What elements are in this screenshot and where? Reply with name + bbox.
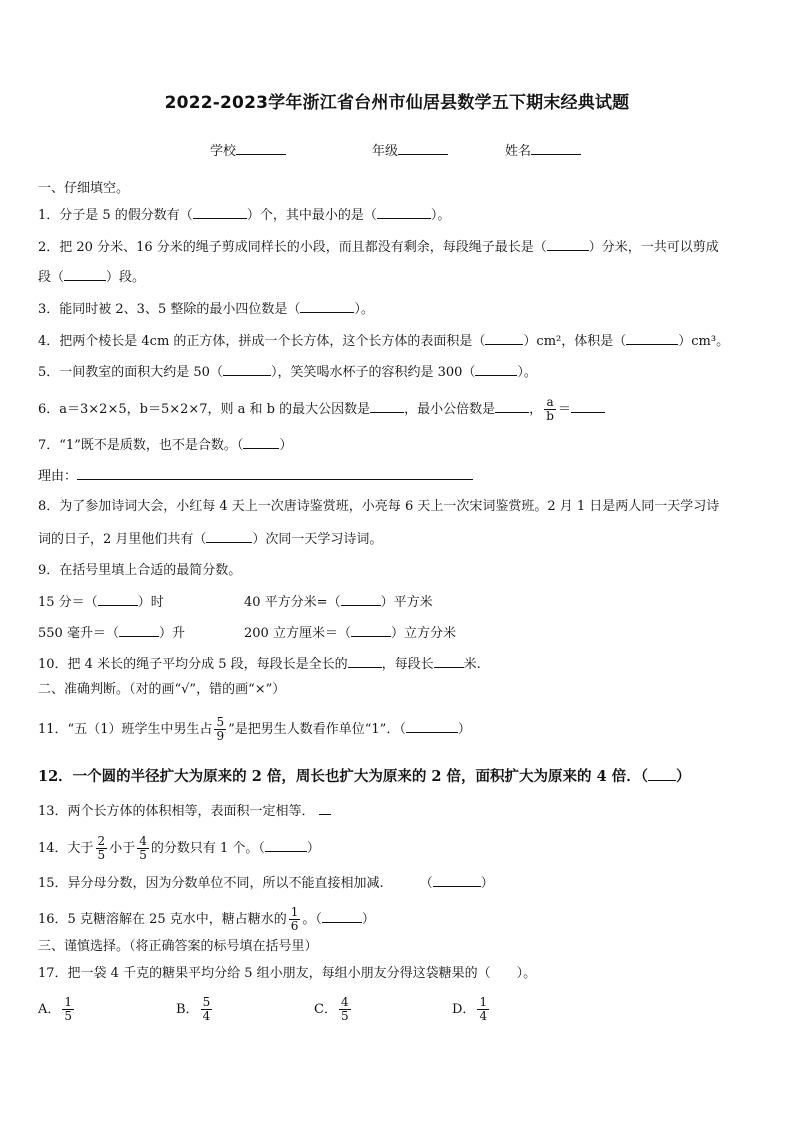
question-1: 1．分子是 5 的假分数有（ ）个，其中最小的是（ ）。 (38, 208, 451, 223)
question-9-row2: 550 毫升＝（ ）升 200 立方厘米＝（ ）立方分米 (38, 626, 456, 641)
question-8-cont: 词的日子，2 月里他们共有（ ）次同一天学习诗词。 (38, 532, 383, 547)
answer-blank[interactable] (433, 874, 481, 887)
fraction: $\frac{a}{b}$ (546, 395, 554, 423)
question-8: 8．为了参加诗词大会，小红每 4 天上一次唐诗鉴赏班，小亮每 6 天上一次宋词鉴赏班。2 月 1 日是两人同一天学习诗 (38, 499, 720, 514)
grade-field[interactable] (372, 140, 448, 159)
question-2-cont: 段（ ）段。 (38, 270, 146, 285)
fraction: $\frac{2}{5}$ (97, 834, 106, 862)
question-9: 9．在括号里填上合适的最简分数。 (38, 563, 242, 578)
answer-blank[interactable] (485, 332, 523, 345)
answer-blank[interactable] (341, 593, 381, 606)
question-15: 15．异分母分数，因为分数单位不同，所以不能直接相加减. （ ） (38, 876, 494, 891)
question-16: 16．5 克糖溶解在 25 克水中，糖占糖水的 $\frac{1}{6}$ 。（ ） (38, 905, 375, 933)
question-2: 2．把 20 分米、16 分米的绳子剪成同样长的小段，而且都没有剩余，每段绳子最长是（ ）分米，一共可以剪成 (38, 240, 719, 255)
section-heading-3: 三、谨慎选择。（将正确答案的标号填在括号里） (38, 939, 318, 954)
answer-blank[interactable] (206, 530, 252, 543)
fraction: $\frac{1}{5}$ (64, 995, 73, 1023)
answer-blank[interactable] (351, 624, 391, 637)
school-field[interactable] (210, 140, 286, 159)
fraction: $\frac{4}{5}$ (139, 834, 147, 862)
question-12: 12．一个圆的半径扩大为原来的 2 倍，周长也扩大为原来的 2 倍，面积扩大为原来的 4 倍．（ ） (38, 768, 691, 785)
answer-blank[interactable] (223, 363, 271, 376)
answer-blank[interactable] (648, 768, 676, 781)
answer-blank[interactable] (626, 332, 678, 345)
fraction: $\frac{5}{9}$ (216, 715, 225, 743)
school-label: 学校 (210, 144, 237, 159)
fraction: $\frac{5}{4}$ (202, 995, 211, 1023)
option-b[interactable]: B． $\frac{5}{4}$ (176, 995, 211, 1023)
answer-blank[interactable] (377, 206, 431, 219)
question-3: 3．能同时被 2、3、5 整除的最小四位数是（ ）。 (38, 302, 374, 317)
fraction: $\frac{1}{4}$ (479, 995, 488, 1023)
answer-blank[interactable] (547, 238, 589, 251)
answer-blank[interactable] (300, 300, 354, 313)
answer-blank[interactable] (434, 655, 464, 668)
answer-blank[interactable] (571, 400, 605, 413)
question-6: 6．a＝3×2×5，b＝5×2×7，则 a 和 b 的最大公因数是 ，最小公倍数是 ， $\frac{a}{b}$ ＝ (38, 396, 764, 423)
question-17: 17．把一袋 4 千克的糖果平均分给 5 组小朋友，每组小朋友分得这袋糖果的（ ）。 (38, 966, 537, 981)
name-label: 姓名 (505, 144, 532, 159)
option-a[interactable]: A． $\frac{1}{5}$ (38, 995, 73, 1023)
answer-blank[interactable] (322, 910, 362, 923)
answer-blank[interactable] (119, 624, 159, 637)
question-7-reason: 理由： (38, 467, 764, 486)
fraction: $\frac{1}{6}$ (290, 905, 299, 933)
name-field[interactable] (505, 140, 581, 159)
section-heading-1: 一、仔细填空。 (38, 181, 130, 196)
answer-blank[interactable] (98, 593, 138, 606)
section-heading-2: 二、准确判断。（对的画“√”，错的画“×”） (38, 682, 286, 697)
answer-blank[interactable] (348, 655, 382, 668)
answer-blank[interactable] (370, 400, 404, 413)
question-14: 14．大于 $\frac{2}{5}$ 小于 $\frac{4}{5}$ 的分数只有 1 个。（ ） (38, 834, 320, 862)
answer-blank[interactable] (406, 720, 458, 733)
question-13: 13．两个长方体的体积相等，表面积一定相等． (38, 802, 764, 821)
question-10: 10．把 4 米长的绳子平均分成 5 段，每段长是全长的 ，每段长 米. (38, 657, 481, 672)
page-title: 2022-2023学年浙江省台州市仙居县数学五下期末经典试题 (164, 93, 630, 113)
fraction: $\frac{4}{5}$ (340, 995, 349, 1023)
reason-blank[interactable] (77, 467, 473, 480)
question-9-row1: 15 分＝（ ）时 40 平方分米=（ ）平方米 (38, 595, 433, 610)
answer-blank[interactable] (64, 268, 106, 281)
option-c[interactable]: C． $\frac{4}{5}$ (314, 995, 349, 1023)
answer-blank[interactable] (319, 802, 331, 815)
question-5: 5．一间教室的面积大约是 50（ ），笑笑喝水杯子的容积约是 300（ ）。 (38, 365, 537, 380)
question-7: 7．“1”既不是质数，也不是合数。（ ） (38, 438, 293, 453)
answer-blank[interactable] (265, 839, 307, 852)
question-11: 11．“五（1）班学生中男生占 $\frac{5}{9}$ ”是把男生人数看作单位“1”．（ ） (38, 715, 471, 743)
option-d[interactable]: D． $\frac{1}{4}$ (452, 995, 488, 1023)
question-4: 4．把两个棱长是 4cm 的正方体，拼成一个长方体，这个长方体的表面积是（ ）cm²，体积是（ ）cm³。 (38, 334, 730, 349)
grade-label: 年级 (372, 144, 399, 159)
answer-blank[interactable] (193, 206, 247, 219)
answer-blank[interactable] (243, 436, 279, 449)
answer-blank[interactable] (475, 363, 517, 376)
answer-blank[interactable] (495, 400, 529, 413)
